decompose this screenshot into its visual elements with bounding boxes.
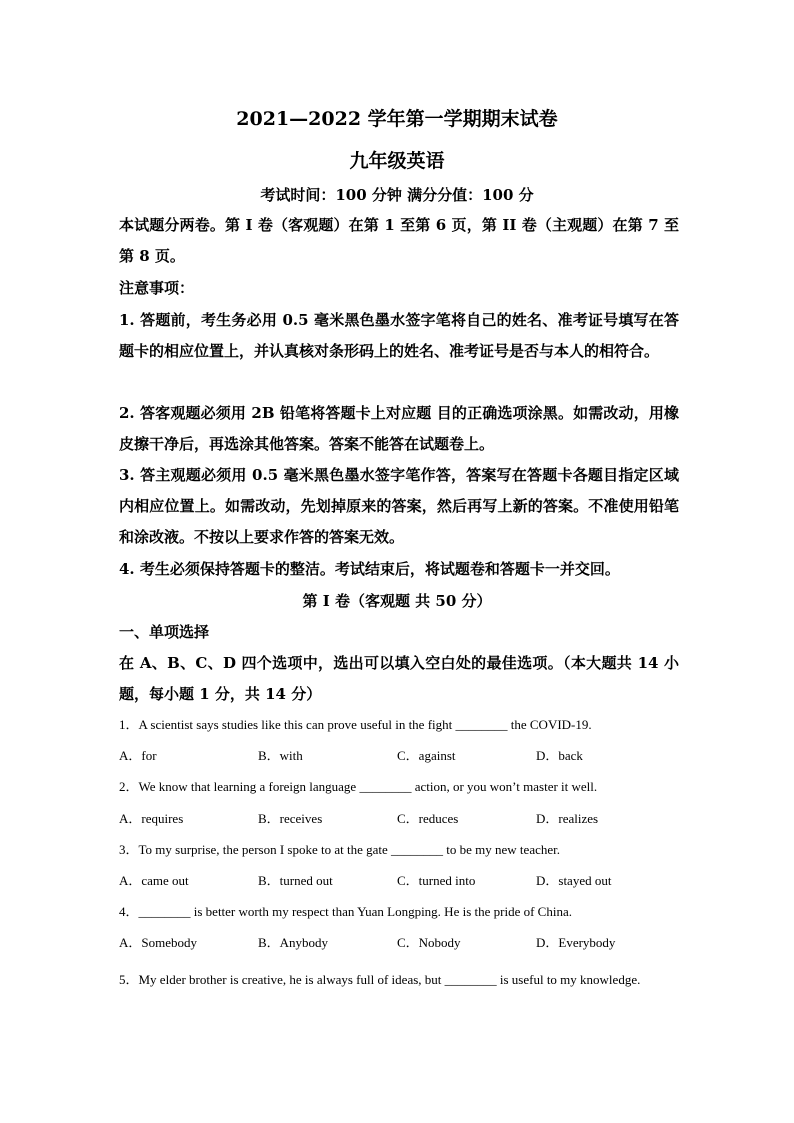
section-heading: 第 I 卷（客观题 共 50 分） [302,592,492,610]
option-c: C．Nobody [397,935,461,950]
notice-item-1: 1. 答题前，考生务必用 0.5 毫米黑色墨水签字笔将自己的姓名、准考证号填写在答题卡的相应位置上，并认真核对条形码上的姓名、准考证号是否与本人的相符合。 [119,311,679,360]
option-d: D．back [536,748,583,763]
question-3: 3．To my surprise, the person I spoke to at the gate ________ to be my new teacher. [119,842,560,857]
option-a: A．came out [119,873,189,888]
notice-item-2: 2. 答客观题必须用 2B 铅笔将答题卡上对应题 目的正确选项涂黑。如需改动，用橡皮擦干净后，再选涂其他答案。答案不能答在试题卷上。 [119,404,679,453]
question-5: 5．My elder brother is creative, he is always full of ideas, but ________ is useful to my knowledge. [119,972,641,987]
exam-title: 2021—2022 学年第一学期期末试卷 [236,108,558,130]
question-4: 4．________ is better worth my respect than Yuan Longping. He is the pride of China. [119,904,572,919]
option-c: C．against [397,748,456,763]
option-b: B．with [258,748,303,763]
option-c: C．reduces [397,811,459,826]
option-a: A．Somebody [119,935,198,950]
option-d: D．stayed out [536,873,612,888]
question-4-options [119,933,679,953]
notice-item-3: 3. 答主观题必须用 0.5 毫米黑色墨水签字笔作答，答案写在答题卡各题目指定区域内相应位置上。如需改动，先划掉原来的答案，然后再写上新的答案。不准使用铅笔和涂改液。不按以上要求作答的答案无效。 [119,466,679,546]
part-heading: 一、单项选择 [119,623,210,641]
option-c: C．turned into [397,873,476,888]
option-d: D．realizes [536,811,599,826]
question-2-options [119,809,679,829]
option-a: A．for [119,748,157,763]
option-b: B．Anybody [258,935,329,950]
intro-text: 本试题分两卷。第 I 卷（客观题）在第 1 至第 6 页，第 II 卷（主观题）在第 7 至第 8 页。 [119,216,679,265]
notice-heading: 注意事项： [119,279,195,297]
part-instruction: 在 A、B、C、D 四个选项中，选出可以填入空白处的最佳选项。（本大题共 14 小题，每小题 1 分，共 14 分） [119,654,679,703]
question-3-options [119,871,679,891]
exam-subject: 九年级英语 [349,150,445,172]
option-d: D．Everybody [536,935,616,950]
exam-info: 考试时间：100 分钟 满分分值：100 分 [260,186,534,204]
question-1-options [119,746,679,766]
notice-item-4: 4. 考生必须保持答题卡的整洁。考试结束后，将试题卷和答题卡一并交回。 [119,560,620,578]
option-b: B．receives [258,811,323,826]
option-a: A．requires [119,811,184,826]
question-1: 1．A scientist says studies like this can prove useful in the fight ________ the COVID-19. [119,717,592,732]
question-2: 2．We know that learning a foreign language ________ action, or you won’t master it well. [119,779,598,794]
option-b: B．turned out [258,873,333,888]
